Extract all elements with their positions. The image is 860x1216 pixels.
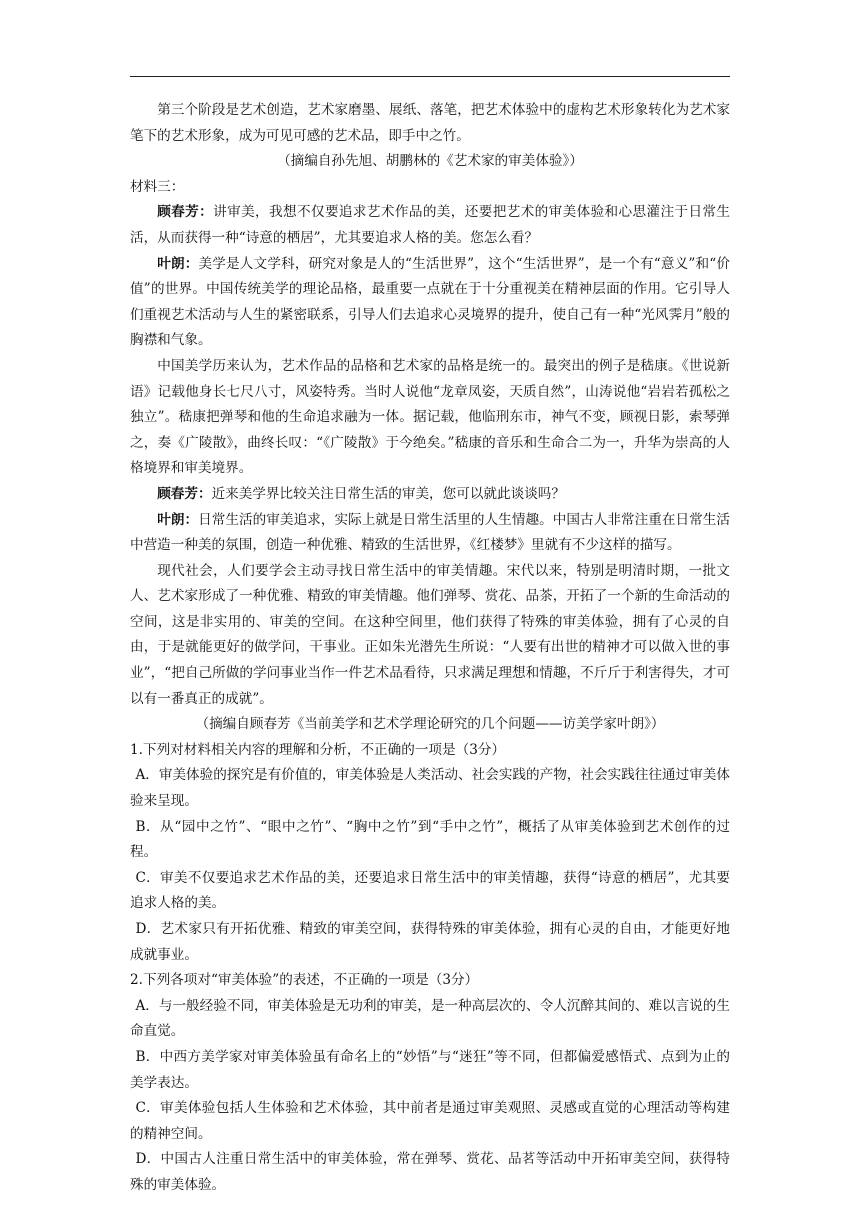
question-1-option-d: D．艺术家只有开拓优雅、精致的审美空间，获得特殊的审美体验，拥有心灵的自由，才能更好地成就事业。 (130, 921, 730, 963)
dialogue-text: 日常生活的审美追求，实际上就是日常生活里的人生情趣。中国古人非常注重在日常生活中营造一种美的氛围，创造一种优雅、精致的生活世界，《红楼梦》里就有不少这样的描写。 (130, 511, 731, 554)
question-2-option-a: A．与一般经验不同，审美体验是无功利的审美，是一种高层次的、令人沉醉其间的、难以言说的生命直觉。 (130, 997, 730, 1040)
material3-source: （摘编自顾春芳《当前美学和艺术学理论研究的几个问题——访美学家叶朗》） (195, 716, 665, 733)
material2-source: （摘编自孙先旭、胡鹏林的《艺术家的审美体验》） (277, 153, 583, 170)
dialogue-ye-2 (130, 508, 730, 559)
dialogue-text: 美学是人文学科，研究对象是人的“生活世界”，这个“生活世界”，是一个有“意义”和“价值”的世界。中国传统美学的理论品格，最重要一点就在于十分重视美在精神层面的作用。它引导人们重视艺术活动与人生的紧密联系，引导人们去追求心灵境界的提升，使自己有一种“光风霁月”般的胸襟和气象。 (130, 255, 731, 349)
dialogue-gu-2 (130, 482, 730, 508)
question-2-option-b: B．中西方美学家对审美体验虽有命名上的“妙悟”与“迷狂”等不同，但都偏爱感悟式、点到为止的美学表达。 (130, 1048, 730, 1091)
header-rule (130, 76, 730, 77)
material3-heading: 材料三： (130, 178, 185, 195)
question-1-option-a: A．审美体验的探究是有价值的，审美体验是人类活动、社会实践的产物，社会实践往往通过审美体验来呈现。 (130, 767, 730, 810)
dialogue-ye-1 (130, 252, 730, 354)
speaker-ye: 叶朗： (157, 511, 199, 528)
dialogue-text: 近来美学界比较关注日常生活的审美，您可以就此谈谈吗？ (211, 485, 565, 502)
speaker-gu: 顾春芳： (157, 485, 212, 502)
paragraph-modern: 现代社会，人们要学会主动寻找日常生活中的审美情趣。宋代以来，特别是明清时期，一批文人、艺术家形成了一种优雅、精致的审美情趣。他们弹琴、赏花、品茶，开拓了一个新的生命活动的空间，这是非实用的、审美的空间。在这种空间里，他们获得了特殊的审美体验，拥有了心灵的自由，于是就能更好的做学问，干事业。正如朱光潜先生所说：“人要有出世的精神才可以做入世的事业”，“把自己所做的学问事业当作一件艺术品看待，只求满足理想和情趣，不斤斤于利害得失，才可以有一番真正的成就”。 (130, 562, 730, 707)
question-1-stem: 1.下列对材料相关内容的理解和分析，不正确的一项是（3分） (130, 741, 506, 758)
paragraph-jikang: 中国美学历来认为，艺术作品的品格和艺术家的品格是统一的。最突出的例子是嵇康。《世说新语》记载他身长七尺八寸，风姿特秀。当时人说他“龙章凤姿，天质自然”，山涛说他“岩岩若孤松之独立”。嵇康把弹琴和他的生命追求融为一体。据记载，他临刑东市，神气不变，顾视日影，索琴弹之，奏《广陵散》，曲终长叹：“《广陵散》于今绝矣。”嵇康的音乐和生命合二为一，升华为崇高的人格境界和审美境界。 (130, 357, 730, 477)
question-2-stem: 2.下列各项对“审美体验”的表述，不正确的一项是（3分） (130, 972, 479, 989)
question-2-option-d: D．中国古人注重日常生活中的审美体验，常在弹琴、赏花、品茗等活动中开拓审美空间，获得特殊的审美体验。 (130, 1151, 730, 1193)
question-1-option-b: B．从“园中之竹”、“眼中之竹”、“胸中之竹”到“手中之竹”，概括了从审美体验到艺术创作的过程。 (130, 818, 730, 861)
question-2-option-c: C．审美体验包括人生体验和艺术体验，其中前者是通过审美观照、灵感或直觉的心理活动等构建的精神空间。 (130, 1100, 730, 1142)
speaker-ye: 叶朗： (157, 255, 199, 272)
speaker-gu: 顾春芳： (157, 204, 214, 221)
dialogue-gu-1 (130, 200, 730, 251)
document-body (130, 98, 730, 1199)
dialogue-text: 讲审美，我想不仅要追求艺术作品的美，还要把艺术的审美体验和心思灌注于日常生活，从而获得一种“诗意的栖居”，尤其要追求人格的美。您怎么看？ (130, 204, 730, 246)
material2-paragraph-3: 第三个阶段是艺术创造，艺术家磨墨、展纸、落笔，把艺术体验中的虚构艺术形象转化为艺术家笔下的艺术形象，成为可见可感的艺术品，即手中之竹。 (130, 102, 730, 144)
question-1-option-c: C．审美不仅要追求艺术作品的美，还要追求日常生活中的审美情趣，获得“诗意的栖居”，尤其要追求人格的美。 (130, 869, 730, 912)
